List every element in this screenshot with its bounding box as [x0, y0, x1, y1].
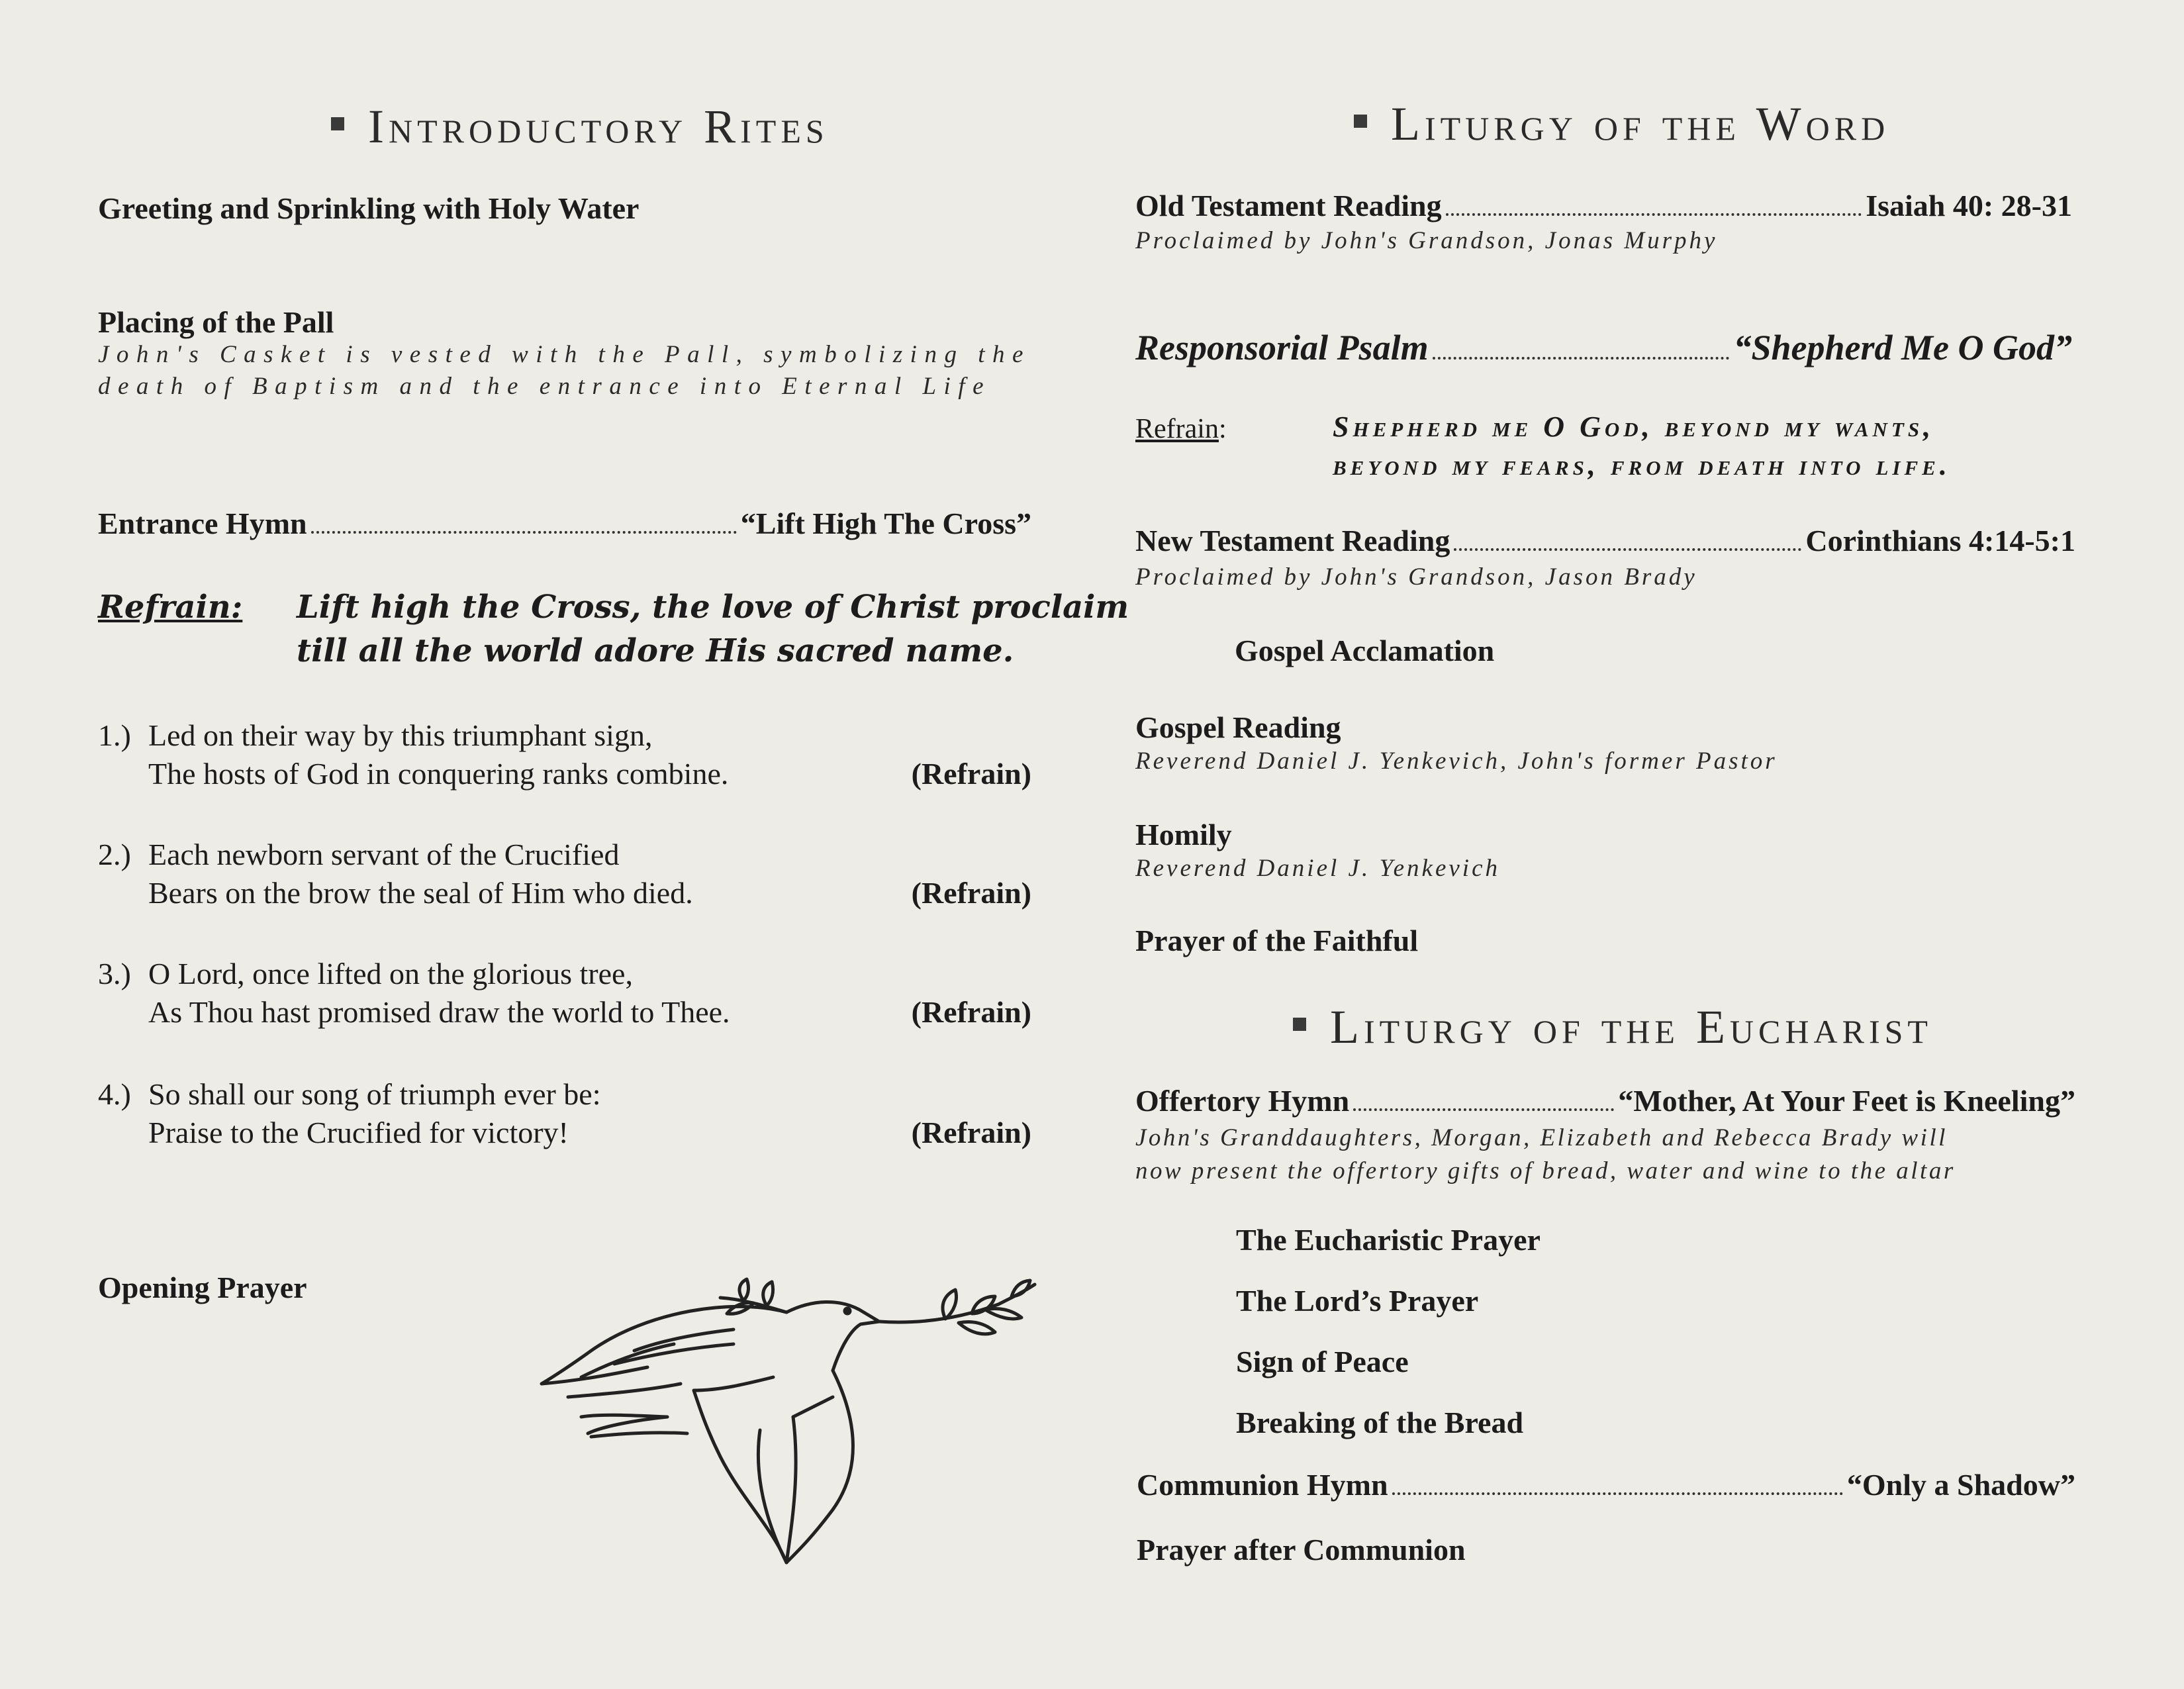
refrain-tag: (Refrain)	[911, 1116, 1031, 1149]
verse-3	[98, 955, 1031, 1032]
square-bullet-icon	[1293, 1018, 1306, 1031]
nt-reading-citation: Corinthians 4:14-5:1	[1805, 524, 2075, 557]
offertory-description-line-1: John's Granddaughters, Morgan, Elizabeth and Rebecca Brady will	[1135, 1124, 1948, 1151]
verse-1	[98, 716, 1031, 793]
verse-line: Praise to the Crucified for victory!	[148, 1116, 569, 1149]
ot-reading-citation: Isaiah 40: 28-31	[1866, 189, 2072, 222]
dot-leader	[1433, 357, 1730, 360]
gospel-reader: Reverend Daniel J. Yenkevich, John's former Pastor	[1135, 748, 1778, 775]
dot-leader	[1454, 548, 1801, 551]
verse-line: O Lord, once lifted on the glorious tree,	[148, 957, 633, 990]
pall-description-line-1: John's Casket is vested with the Pall, symbolizing the	[98, 341, 1031, 368]
ot-reader: Proclaimed by John's Grandson, Jonas Murphy	[1135, 227, 1718, 254]
dot-leader	[1446, 213, 1862, 216]
greeting-heading: Greeting and Sprinkling with Holy Water	[98, 191, 640, 225]
dot-leader	[311, 531, 737, 534]
offertory-description-line-2: now present the offertory gifts of bread, water and wine to the altar	[1135, 1157, 1956, 1184]
verse-2	[98, 836, 1031, 912]
dot-leader	[1392, 1492, 1843, 1495]
communion-hymn-label: Communion Hymn	[1137, 1468, 1388, 1502]
pall-heading: Placing of the Pall	[98, 305, 334, 339]
verse-line: The hosts of God in conquering ranks combine.	[148, 757, 729, 791]
psalm-refrain-label: Refrain:	[1135, 414, 1227, 444]
psalm-refrain-text	[1333, 408, 1951, 485]
verse-number: 1.)	[98, 718, 131, 752]
psalm-line	[1135, 327, 2072, 368]
gospel-reading-heading: Gospel Reading	[1135, 710, 1341, 744]
offertory-hymn-line	[1135, 1083, 2075, 1118]
section-title-eucharist: Liturgy of the Eucharist	[1293, 1000, 1932, 1055]
refrain-label: Refrain:	[98, 589, 243, 626]
dot-leader	[1353, 1108, 1614, 1111]
gospel-acclamation: Gospel Acclamation	[1235, 634, 1495, 667]
offertory-hymn-label: Offertory Hymn	[1135, 1084, 1350, 1118]
pall-description-line-2: death of Baptism and the entrance into Eternal Life	[98, 373, 992, 400]
nt-reading-label: New Testament Reading	[1135, 524, 1450, 557]
refrain-tag: (Refrain)	[911, 876, 1031, 910]
psalm-title: “Shepherd Me O God”	[1733, 328, 2072, 367]
opening-prayer-heading: Opening Prayer	[98, 1271, 307, 1304]
square-bullet-icon	[1354, 115, 1367, 128]
entrance-hymn-label: Entrance Hymn	[98, 507, 307, 540]
prayer-after-communion: Prayer after Communion	[1137, 1533, 1466, 1567]
nt-reading-line	[1135, 523, 2075, 558]
entrance-hymn-title: “Lift High The Cross”	[740, 507, 1031, 540]
refrain-tag: (Refrain)	[911, 757, 1031, 791]
verse-line: Each newborn servant of the Crucified	[148, 838, 620, 871]
entrance-hymn-line	[98, 506, 1031, 541]
psalm-refrain-line-1: Shepherd me O God, beyond my wants,	[1333, 410, 1935, 443]
verse-4	[98, 1075, 1031, 1152]
verse-line: Bears on the brow the seal of Him who died.	[148, 876, 693, 910]
eucharistic-prayer: The Eucharistic Prayer	[1236, 1223, 1541, 1257]
refrain-text	[297, 585, 1129, 673]
pall-description	[98, 339, 1031, 403]
verse-line: As Thou hast promised draw the world to Thee.	[148, 995, 730, 1029]
verse-number: 3.)	[98, 957, 131, 990]
dove-icon	[482, 1258, 1078, 1576]
psalm-label: Responsorial Psalm	[1135, 328, 1429, 367]
communion-hymn-line	[1137, 1467, 2075, 1502]
ot-reading-label: Old Testament Reading	[1135, 189, 1442, 222]
verse-number: 2.)	[98, 838, 131, 871]
verse-number: 4.)	[98, 1077, 131, 1111]
psalm-refrain-line-2: beyond my fears, from death into life.	[1333, 449, 1951, 481]
sign-of-peace: Sign of Peace	[1236, 1345, 1409, 1378]
refrain-line-2: till all the world adore His sacred name.	[297, 632, 1014, 669]
verse-line: So shall our song of triumph ever be:	[148, 1077, 601, 1111]
homily-speaker: Reverend Daniel J. Yenkevich	[1135, 855, 1501, 882]
refrain-line-1: Lift high the Cross, the love of Christ proclaim	[297, 589, 1129, 626]
nt-reader: Proclaimed by John's Grandson, Jason Brady	[1135, 563, 1697, 591]
homily-heading: Homily	[1135, 818, 1232, 851]
verse-line: Led on their way by this triumphant sign,	[148, 718, 653, 752]
offertory-description	[1135, 1122, 1956, 1188]
section-title-word: Liturgy of the Word	[1354, 97, 1889, 152]
prayer-faithful-heading: Prayer of the Faithful	[1135, 924, 1419, 957]
section-title-introductory: Introductory Rites	[331, 99, 829, 154]
square-bullet-icon	[331, 117, 344, 130]
lords-prayer: The Lord’s Prayer	[1236, 1284, 1479, 1318]
offertory-hymn-title: “Mother, At Your Feet is Kneeling”	[1618, 1084, 2075, 1118]
ot-reading-line	[1135, 188, 2072, 223]
refrain-tag: (Refrain)	[911, 995, 1031, 1029]
breaking-of-bread: Breaking of the Bread	[1236, 1406, 1524, 1439]
communion-hymn-title: “Only a Shadow”	[1846, 1468, 2075, 1502]
